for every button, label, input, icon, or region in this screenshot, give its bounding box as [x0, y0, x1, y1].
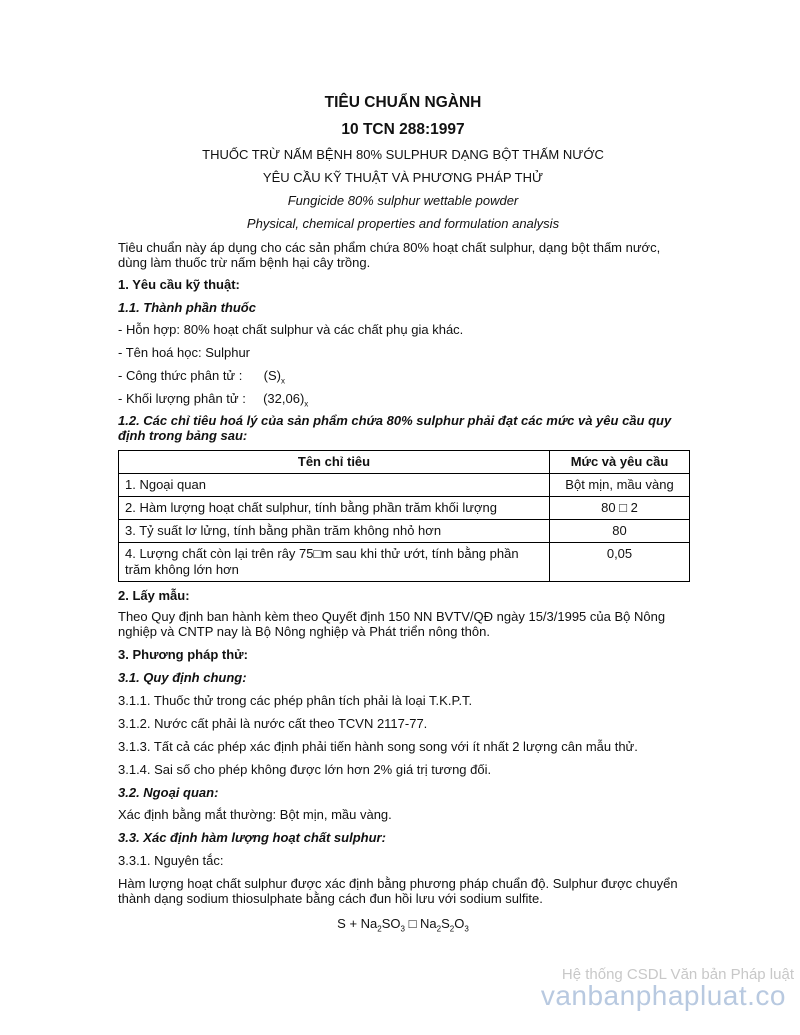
doc-subtitle-2: YÊU CẦU KỸ THUẬT VÀ PHƯƠNG PHÁP THỬ	[262, 170, 544, 185]
doc-subtitle-1: THUỐC TRỪ NẤM BỆNH 80% SULPHUR DẠNG BỘT THẤM NƯỚC	[202, 147, 604, 162]
table-header-row	[119, 451, 690, 474]
section-3-2-heading: 3.2. Ngoại quan:	[118, 785, 219, 800]
table-cell-value: 0,05	[550, 543, 690, 582]
table-cell-value: 80 □ 2	[550, 497, 690, 520]
para-3-1-1: 3.1.1. Thuốc thử trong các phép phân tích phải là loại T.K.P.T.	[118, 693, 473, 708]
para-3-1-4: 3.1.4. Sai số cho phép không được lớn hơn 2% giá trị tương đối.	[118, 762, 492, 777]
para-3-2: Xác định bằng mắt thường: Bột mịn, mầu vàng.	[118, 807, 392, 822]
section-2-line-2: nghiệp và CNTP nay là Bộ Nông nghiệp và Phát triển nông thôn.	[118, 624, 490, 639]
watermark-line-1: Hệ thống CSDL Văn bản Pháp luật	[561, 966, 794, 983]
table-row	[119, 520, 690, 543]
section-2-line-1: Theo Quy định ban hành kèm theo Quyết định 150 NN BVTV/QĐ ngày 15/3/1995 của Bộ Nông	[118, 609, 666, 624]
table-header-name: Tên chỉ tiêu	[119, 451, 550, 474]
eq-part-b: SO	[381, 916, 401, 931]
doc-english-title-2: Physical, chemical properties and formulation analysis	[246, 216, 560, 231]
eq-sub: 2	[436, 924, 442, 934]
eq-part-d: S	[441, 916, 450, 931]
mass-value: (32,06)	[263, 391, 305, 406]
watermark-line-2: vanbanphapluat.co	[540, 980, 786, 1011]
eq-sub: 3	[464, 924, 469, 934]
formula-value: (S)	[263, 368, 281, 383]
table-cell-name: 3. Tỷ suất lơ lửng, tính bằng phần trăm không nhỏ hơn	[119, 520, 550, 543]
section-3-heading: 3. Phương pháp thử:	[118, 647, 248, 662]
para-principle-2: thành dạng sodium thiosulphate bằng cách đun hồi lưu với sodium sulfite.	[118, 891, 543, 906]
formula-line	[118, 368, 688, 390]
section-1-2-heading-2: định trong bảng sau:	[118, 428, 248, 443]
eq-sub: 2	[449, 924, 455, 934]
section-1-heading: 1. Yêu cầu kỹ thuật:	[118, 277, 240, 292]
formula-label: - Công thức phân tử :	[118, 368, 243, 383]
section-1-2-heading-1: 1.2. Các chỉ tiêu hoá lý của sản phẩm chứa 80% sulphur phải đạt các mức và yêu cầu quy	[118, 413, 672, 428]
formula-sub: x	[280, 376, 285, 386]
para-3-1-3: 3.1.3. Tất cả các phép xác định phải tiến hành song song với ít nhất 2 lượng cân mẫu thử.	[118, 739, 638, 754]
table-row	[119, 474, 690, 497]
table-header-value: Mức và yêu cầu	[550, 451, 690, 474]
table-cell-name: 2. Hàm lượng hoạt chất sulphur, tính bằng phần trăm khối lượng	[119, 497, 550, 520]
section-3-1-heading: 3.1. Quy định chung:	[118, 670, 247, 685]
mix-line: - Hỗn hợp: 80% hoạt chất sulphur và các chất phụ gia khác.	[118, 322, 464, 337]
para-3-3-1: 3.3.1. Nguyên tắc:	[118, 853, 224, 868]
mass-line	[118, 391, 688, 413]
section-2-heading: 2. Lấy mẫu:	[118, 588, 190, 603]
section-3-3-heading: 3.3. Xác định hàm lượng hoạt chất sulphur:	[118, 830, 386, 845]
mass-sub: x	[304, 399, 309, 409]
mass-label: - Khối lượng phân tử :	[118, 391, 246, 406]
eq-part-c: Na	[420, 916, 437, 931]
reaction-equation	[118, 916, 688, 934]
intro-line-1: Tiêu chuẩn này áp dụng cho các sản phẩm chứa 80% hoạt chất sulphur, dạng bột thấm nước,	[118, 240, 661, 255]
eq-sub: 2	[377, 924, 382, 934]
para-principle-1: Hàm lượng hoạt chất sulphur được xác định bằng phương pháp chuẩn độ. Sulphur được chuyển	[118, 876, 678, 891]
intro-line-2: dùng làm thuốc trừ nấm bệnh hại cây trồng.	[118, 255, 371, 270]
table-row	[119, 497, 690, 520]
section-1-1-heading: 1.1. Thành phần thuốc	[118, 300, 256, 315]
chem-name-line: - Tên hoá học: Sulphur	[118, 345, 251, 360]
doc-code: 10 TCN 288:1997	[341, 121, 465, 138]
eq-part-e: O	[454, 916, 465, 931]
table-cell-name: 1. Ngoại quan	[119, 474, 550, 497]
table-row	[119, 543, 690, 582]
table-cell-name: 4. Lượng chất còn lại trên rây 75□m sau khi thử ướt, tính bằng phần trăm không lớn hơn	[119, 543, 550, 582]
doc-title: TIÊU CHUẨN NGÀNH	[324, 94, 482, 111]
eq-sub: 3	[400, 924, 405, 934]
spec-table	[118, 450, 690, 582]
eq-arrow: □	[404, 916, 421, 931]
doc-english-title-1: Fungicide 80% sulphur wettable powder	[287, 193, 519, 208]
para-3-1-2: 3.1.2. Nước cất phải là nước cất theo TCVN 2117-77.	[118, 716, 428, 731]
table-cell-value: Bột mịn, mầu vàng	[550, 474, 690, 497]
table-cell-value: 80	[550, 520, 690, 543]
eq-part-a: S + Na	[337, 916, 378, 931]
